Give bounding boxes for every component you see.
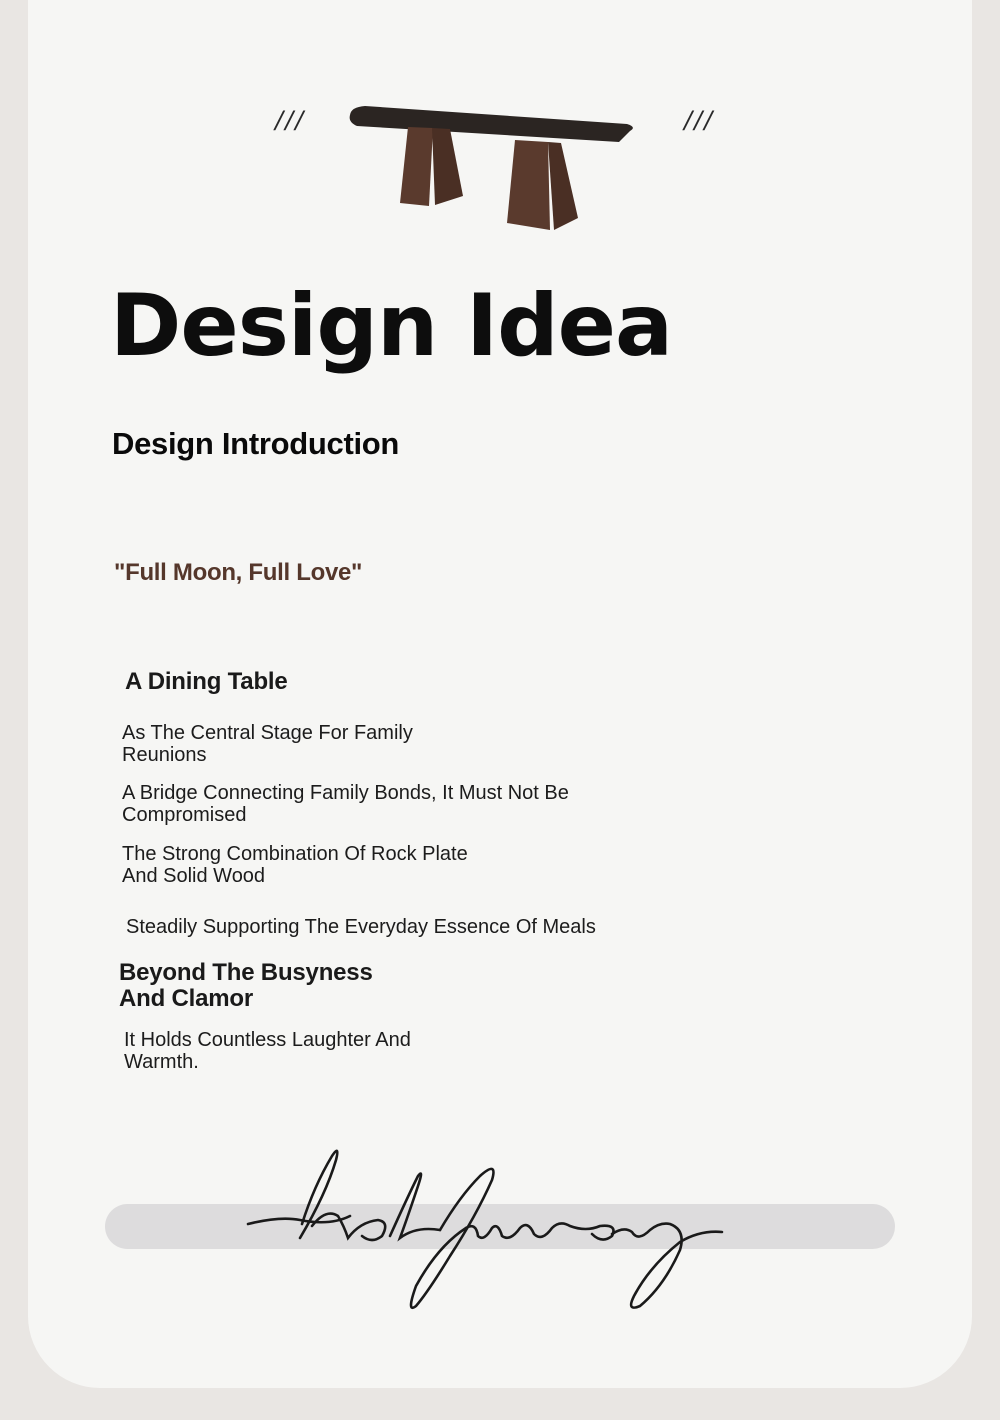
heading-beyond-busyness: Beyond The Busyness And Clamor [119, 959, 373, 1012]
table-leg-right-front [548, 142, 578, 230]
text-laughter-warmth: It Holds Countless Laughter And Warmth. [124, 1029, 411, 1073]
text-rock-plate: The Strong Combination Of Rock Plate And Solid Wood [122, 843, 468, 887]
page-title: Design Idea [110, 276, 673, 376]
brand-signature-logo [240, 1146, 730, 1316]
table-top [350, 106, 633, 142]
table-leg-left-back [400, 127, 433, 206]
dining-table-icon [345, 100, 640, 235]
decoration-slashes-left: /// [275, 106, 306, 134]
decoration-slashes-right: /// [684, 106, 715, 134]
text-central-stage: As The Central Stage For Family Reunions [122, 722, 413, 766]
table-leg-right-back [507, 140, 550, 230]
text-family-bonds: A Bridge Connecting Family Bonds, It Must Not Be Compromised [122, 782, 569, 826]
table-leg-left-front [432, 128, 463, 205]
heading-dining-table: A Dining Table [125, 668, 288, 695]
theme-quote: "Full Moon, Full Love" [114, 559, 363, 586]
text-everyday-meals: Steadily Supporting The Everyday Essence Of Meals [126, 916, 596, 938]
section-subtitle: Design Introduction [112, 426, 400, 461]
